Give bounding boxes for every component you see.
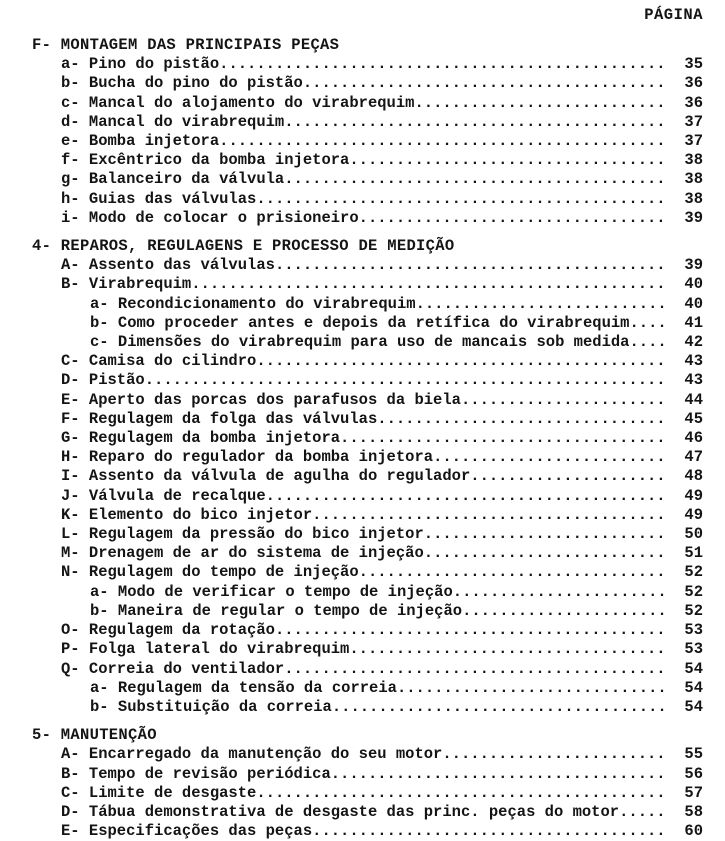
- toc-entry: [32, 170, 703, 189]
- entry-label: E- Aperto das porcas dos parafusos da biela: [61, 390, 461, 409]
- entry-label: a- Modo de verificar o tempo de injeção: [90, 582, 453, 601]
- entry-page-number: 36: [684, 74, 704, 93]
- entry-label: N- Regulagem do tempo de injeção: [61, 563, 359, 582]
- toc-entry: [32, 467, 703, 486]
- entry-page-number: 41: [684, 313, 704, 332]
- entry-label: A- Assento das válvulas: [61, 256, 275, 275]
- toc-entry: [32, 314, 703, 333]
- entry-label: e- Bomba injetora: [61, 132, 220, 151]
- entry-page-number: 35: [684, 55, 704, 74]
- dot-leader: [303, 74, 667, 93]
- entry-label: b- Como proceder antes e depois da retífica do virabrequim: [90, 313, 630, 332]
- toc-entry: [32, 55, 703, 74]
- dot-leader: [462, 602, 666, 621]
- toc-section: [32, 237, 703, 717]
- entry-label: a- Pino do pistão: [61, 55, 220, 74]
- entry-label: b- Bucha do pino do pistão: [61, 74, 303, 93]
- dot-leader: [284, 660, 666, 679]
- toc-entry: [32, 190, 703, 209]
- entry-label: c- Mancal do alojamento do virabrequim: [61, 93, 415, 112]
- toc-entry: [32, 822, 703, 841]
- toc-entry: [32, 602, 703, 621]
- toc-entry: [32, 371, 703, 390]
- toc-entry: [32, 544, 703, 563]
- dot-leader: [461, 391, 666, 410]
- toc-entry: [32, 74, 703, 93]
- entry-page-number: 40: [684, 275, 704, 294]
- entry-label: g- Balanceiro da válvula: [61, 170, 285, 189]
- dot-leader: [312, 822, 666, 841]
- entry-label: I- Assento da válvula de agulha do regulador: [61, 467, 471, 486]
- entry-page-number: 49: [684, 505, 704, 524]
- dot-leader: [424, 544, 667, 563]
- entry-page-number: 57: [684, 783, 704, 802]
- entry-page-number: 54: [684, 659, 704, 678]
- toc-entry: [32, 745, 703, 764]
- entry-page-number: 38: [684, 189, 704, 208]
- entry-label: M- Drenagem de ar do sistema de injeção: [61, 544, 424, 563]
- dot-leader: [256, 784, 666, 803]
- entry-label: C- Camisa do cilindro: [61, 352, 257, 371]
- entry-page-number: 55: [684, 745, 704, 764]
- dot-leader: [284, 113, 666, 132]
- entry-label: B- Tempo de revisão periódica: [61, 764, 331, 783]
- section-title: 4- REPAROS, REGULAGENS E PROCESSO DE MEDIÇÃO: [32, 237, 455, 256]
- entry-page-number: 51: [684, 544, 704, 563]
- dot-leader: [340, 429, 666, 448]
- dot-leader: [256, 352, 666, 371]
- dot-leader: [275, 256, 666, 275]
- entry-label: b- Maneira de regular o tempo de injeção: [90, 601, 463, 620]
- toc-entry: [32, 506, 703, 525]
- entry-label: J- Válvula de recalque: [61, 486, 266, 505]
- toc-entry: [32, 525, 703, 544]
- entry-page-number: 44: [684, 390, 704, 409]
- entry-label: c- Dimensões do virabrequim para uso de mancais sob medida: [90, 333, 630, 352]
- entry-page-number: 46: [684, 429, 704, 448]
- entry-label: B- Virabrequim: [61, 275, 192, 294]
- toc-entry: [32, 621, 703, 640]
- dot-leader: [219, 55, 666, 74]
- toc-entry: [32, 487, 703, 506]
- toc-entry: [32, 765, 703, 784]
- toc-entry: [32, 113, 703, 132]
- toc-entry: [32, 410, 703, 429]
- toc-entry: [32, 256, 703, 275]
- entry-page-number: 54: [684, 678, 704, 697]
- dot-leader: [284, 170, 666, 189]
- entry-page-number: 50: [684, 525, 704, 544]
- entry-label: O- Regulagem da rotação: [61, 621, 275, 640]
- entry-page-number: 60: [684, 822, 704, 841]
- entry-label: H- Reparo do regulador da bomba injetora: [61, 448, 434, 467]
- entry-label: d- Mancal do virabrequim: [61, 112, 285, 131]
- dot-leader: [191, 275, 666, 294]
- pagina-column-label: PÁGINA: [644, 6, 703, 24]
- toc-entry: [32, 94, 703, 113]
- toc-entry: [32, 209, 703, 228]
- toc-entry: [32, 563, 703, 582]
- dot-leader: [359, 563, 667, 582]
- toc-entry: [32, 640, 703, 659]
- dot-leader: [377, 410, 666, 429]
- entry-label: f- Excêntrico da bomba injetora: [61, 151, 350, 170]
- entry-label: F- Regulagem da folga das válvulas: [61, 409, 378, 428]
- entry-page-number: 38: [684, 170, 704, 189]
- entry-label: G- Regulagem da bomba injetora: [61, 429, 341, 448]
- entry-page-number: 49: [684, 486, 704, 505]
- dot-leader: [397, 679, 666, 698]
- entry-label: L- Regulagem da pressão do bico injetor: [61, 525, 424, 544]
- dot-leader: [219, 132, 666, 151]
- entry-page-number: 52: [684, 582, 704, 601]
- entry-label: E- Especificações das peças: [61, 822, 313, 841]
- entry-label: K- Elemento do bico injetor: [61, 505, 313, 524]
- dot-leader: [332, 698, 667, 717]
- toc-entry: [32, 333, 703, 352]
- dot-leader: [630, 314, 667, 333]
- entry-page-number: 36: [684, 93, 704, 112]
- entry-page-number: 38: [684, 151, 704, 170]
- entry-page-number: 52: [684, 563, 704, 582]
- toc-entry: [32, 275, 703, 294]
- dot-leader: [442, 745, 666, 764]
- dot-leader: [470, 467, 666, 486]
- entry-label: a- Regulagem da tensão da correia: [90, 678, 397, 697]
- entry-page-number: 45: [684, 409, 704, 428]
- entry-page-number: 39: [684, 256, 704, 275]
- toc-entry: [32, 803, 703, 822]
- entry-page-number: 37: [684, 112, 704, 131]
- entry-label: a- Recondicionamento do virabrequim: [90, 294, 416, 313]
- entry-page-number: 43: [684, 371, 704, 390]
- entry-page-number: 39: [684, 208, 704, 227]
- entry-label: i- Modo de colocar o prisioneiro: [61, 208, 359, 227]
- entry-page-number: 56: [684, 764, 704, 783]
- toc-entry: [32, 784, 703, 803]
- dot-leader: [619, 803, 666, 822]
- toc-section: [32, 726, 703, 841]
- toc-entry: [32, 352, 703, 371]
- dot-leader: [275, 621, 666, 640]
- entry-page-number: 58: [684, 802, 704, 821]
- entry-page-number: 42: [684, 333, 704, 352]
- entry-page-number: 52: [684, 601, 704, 620]
- entry-label: h- Guias das válvulas: [61, 189, 257, 208]
- entry-label: Q- Correia do ventilador: [61, 659, 285, 678]
- toc-entry: [32, 448, 703, 467]
- dot-leader: [312, 506, 666, 525]
- table-of-contents: [32, 36, 703, 841]
- entry-label: D- Tábua demonstrativa de desgaste das princ. peças do motor: [61, 802, 620, 821]
- entry-page-number: 40: [684, 294, 704, 313]
- entry-page-number: 37: [684, 132, 704, 151]
- dot-leader: [424, 525, 667, 544]
- dot-leader: [266, 487, 667, 506]
- dot-leader: [256, 190, 666, 209]
- page-header: [32, 6, 703, 25]
- entry-label: A- Encarregado da manutenção do seu motor: [61, 745, 443, 764]
- dot-leader: [331, 765, 667, 784]
- toc-entry: [32, 679, 703, 698]
- toc-entry: [32, 429, 703, 448]
- entry-page-number: 48: [684, 467, 704, 486]
- dot-leader: [359, 209, 667, 228]
- entry-page-number: 43: [684, 352, 704, 371]
- entry-label: D- Pistão: [61, 371, 145, 390]
- entry-page-number: 53: [684, 640, 704, 659]
- entry-label: P- Folga lateral do virabrequim: [61, 640, 350, 659]
- entry-page-number: 47: [684, 448, 704, 467]
- toc-entry: [32, 132, 703, 151]
- toc-section: [32, 36, 703, 228]
- dot-leader: [349, 151, 666, 170]
- section-title: 5- MANUTENÇÃO: [32, 726, 157, 745]
- entry-label: C- Limite de desgaste: [61, 783, 257, 802]
- toc-entry: [32, 151, 703, 170]
- toc-entry: [32, 698, 703, 717]
- toc-entry: [32, 660, 703, 679]
- dot-leader: [414, 94, 666, 113]
- section-title: F- MONTAGEM DAS PRINCIPAIS PEÇAS: [32, 36, 340, 54]
- entry-label: b- Substituição da correia: [90, 697, 332, 716]
- toc-entry: [32, 295, 703, 314]
- toc-entry: [32, 391, 703, 410]
- dot-leader: [453, 583, 667, 602]
- dot-leader: [349, 640, 666, 659]
- entry-page-number: 53: [684, 621, 704, 640]
- entry-page-number: 54: [684, 697, 704, 716]
- dot-leader: [145, 371, 667, 390]
- dot-leader: [630, 333, 667, 352]
- toc-entry: [32, 583, 703, 602]
- dot-leader: [416, 295, 667, 314]
- dot-leader: [433, 448, 666, 467]
